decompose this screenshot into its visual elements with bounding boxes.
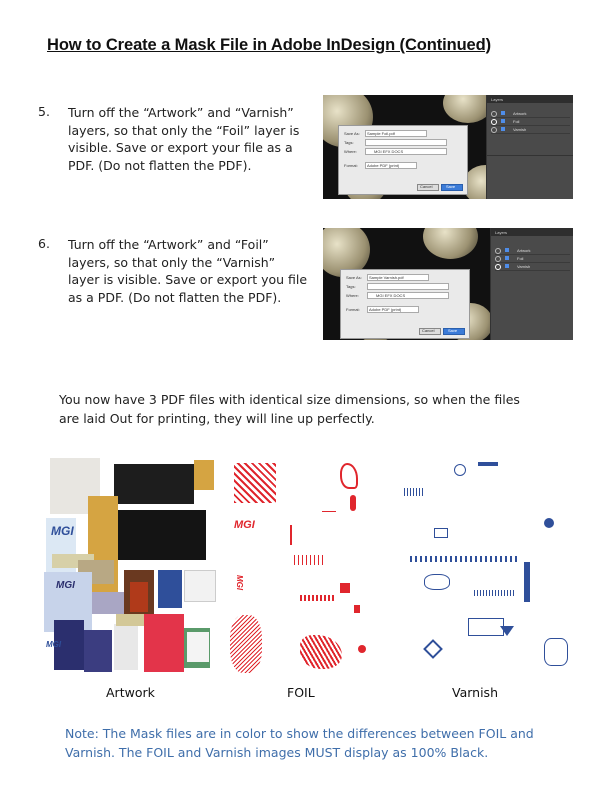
note-text [65, 724, 565, 762]
indesign-export-screenshot [323, 228, 573, 340]
step-line: layers, so that only the “Varnish” [68, 254, 276, 270]
step-text [68, 236, 318, 306]
step-line: visible. Save or export your file as a [68, 140, 293, 155]
step-line: Turn off the “Artwork” and “Varnish” [68, 105, 294, 120]
step-line: PDF. (Do not flatten the PDF). [68, 157, 252, 173]
layers-panel: Layers Artwork Foil Varnish [490, 228, 573, 340]
step-number: 6. [38, 236, 50, 251]
note-line: Note: The Mask files are in color to show the differences between FOIL and [65, 726, 534, 741]
summary-line: You now have 3 PDF files with identical size dimensions, so when the files [59, 392, 520, 407]
summary-line: are laid Out for printing, they will line up perfectly. [59, 411, 375, 426]
step-number: 5. [38, 104, 50, 119]
artwork-sheet-image: MGI MGI MGI [44, 452, 217, 677]
step-text [68, 104, 318, 174]
step-line: as a PDF. (Do not flatten the PDF). [68, 289, 282, 305]
step-line: layer is visible. Save or export you file [68, 272, 308, 287]
layers-panel: Layers Artwork Foil Varnish [486, 95, 573, 199]
save-dialog: Save As: Sample Varnish.pdf Tags: Where: MGI EFX DOCS Format: Adobe PDF (print) Cancel Save [340, 269, 470, 339]
foil-mask-image: MGI MGI [230, 455, 390, 677]
save-dialog: Save As: Sample Foil.pdf Tags: Where: MGI EFX DOCS Format: Adobe PDF (print) Cancel Save [338, 125, 468, 195]
page-title: How to Create a Mask File in Adobe InDesign (Continued) [47, 36, 492, 54]
step-line: Turn off the “Artwork” and “Foil” [68, 237, 269, 252]
indesign-export-screenshot [323, 95, 573, 199]
step-line: layers, so that only the “Foil” layer is [68, 122, 300, 138]
summary-text [59, 390, 559, 428]
foil-caption: FOIL [287, 685, 315, 700]
varnish-mask-image [404, 458, 580, 678]
varnish-caption: Varnish [452, 685, 498, 700]
artwork-caption: Artwork [106, 685, 155, 700]
note-line: Varnish. The FOIL and Varnish images MUST display as 100% Black. [65, 745, 489, 760]
